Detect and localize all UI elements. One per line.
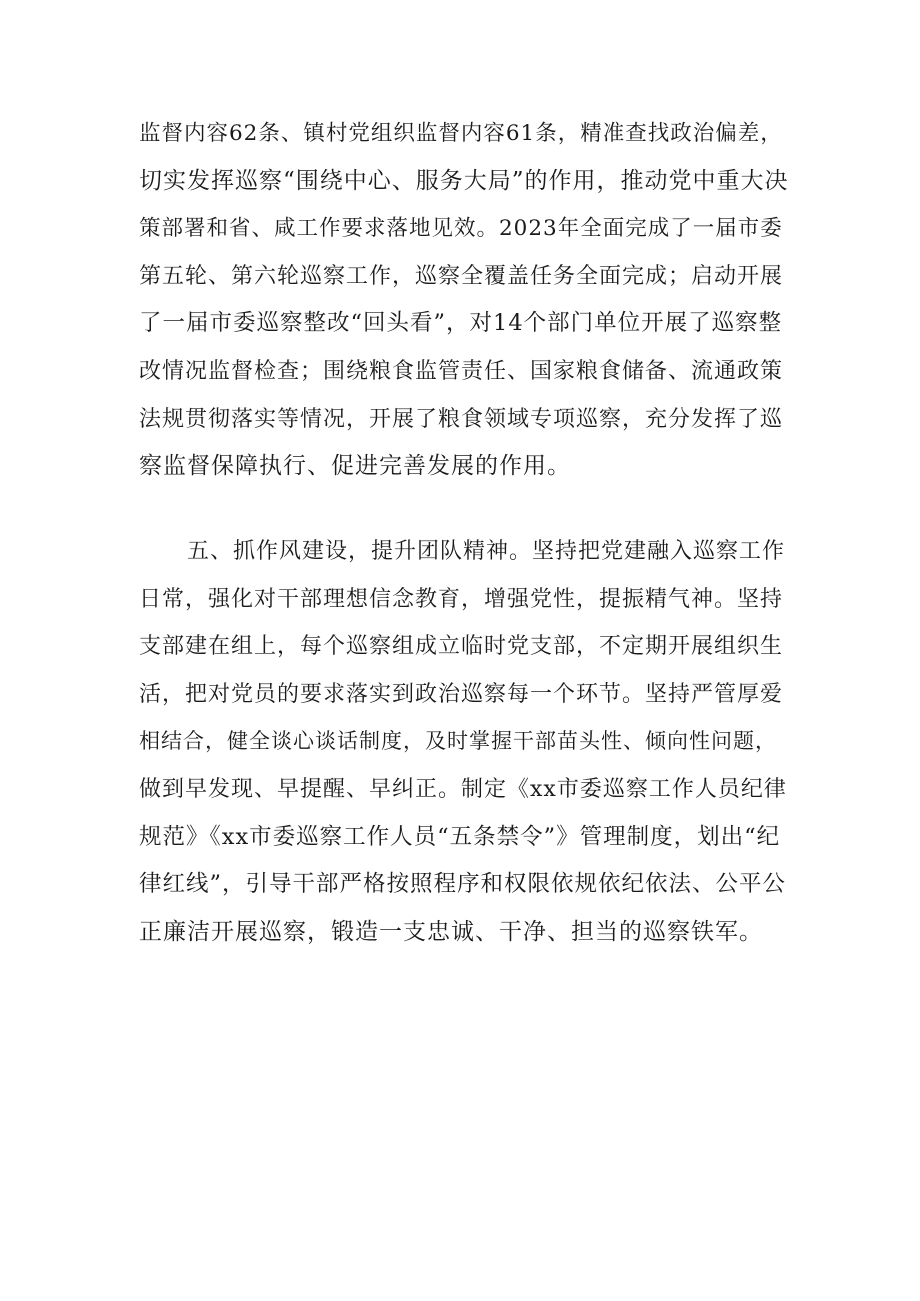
text-line: 活，把对党员的要求落实到政治巡察每一个环节。坚持严管厚爱 xyxy=(139,681,784,707)
paragraph-work-style xyxy=(139,528,789,956)
text-line: 做到早发现、早提醒、早纠正。制定《xx市委巡察工作人员纪律 xyxy=(139,776,787,802)
text-line: 相结合，健全谈心谈话制度，及时掌握干部苗头性、倾向性问题， xyxy=(139,729,777,754)
text-line: 五、抓作风建设，提升团队精神。坚持把党建融入巡察工作 xyxy=(187,539,786,564)
text-line: 日常，强化对干部理想信念教育，增强党性，提振精气神。坚持 xyxy=(139,586,784,612)
text-line: 律红线”，引导干部严格按照程序和权限依规依纪依法、公平公 xyxy=(139,871,787,898)
text-line: 切实发挥巡察“围绕中心、服务大局”的作用，推动党中重大决 xyxy=(139,167,789,194)
text-line: 第五轮、第六轮巡察工作，巡察全覆盖任务全面完成；启动开展 xyxy=(139,263,784,289)
text-line: 规范》《xx市委巡察工作人员“五条禁令”》管理制度，划出“纪 xyxy=(139,823,781,850)
text-line: 正廉洁开展巡察，锻造一支忠诚、干净、担当的巡察铁军。 xyxy=(139,918,763,945)
text-line: 监督内容62条、镇村党组织监督内容61条，精准查找政治偏差， xyxy=(139,121,783,146)
text-line: 改情况监督检查；围绕粮食监管责任、国家粮食储备、流通政策 xyxy=(139,358,784,384)
text-line: 策部署和省、咸工作要求落地见效。2023年全面完成了一届市委 xyxy=(139,216,783,242)
text-line: 了一届市委巡察整改“回头看”，对14个部门单位开展了巡察整 xyxy=(139,310,783,337)
paragraph-inspection-supervision xyxy=(139,110,789,491)
text-line: 察监督保障执行、促进完善发展的作用。 xyxy=(139,453,571,480)
text-line: 支部建在组上，每个巡察组成立临时党支部，不定期开展组织生 xyxy=(139,634,784,660)
text-line: 法规贯彻落实等情况，开展了粮食领域专项巡察，充分发挥了巡 xyxy=(139,406,784,432)
